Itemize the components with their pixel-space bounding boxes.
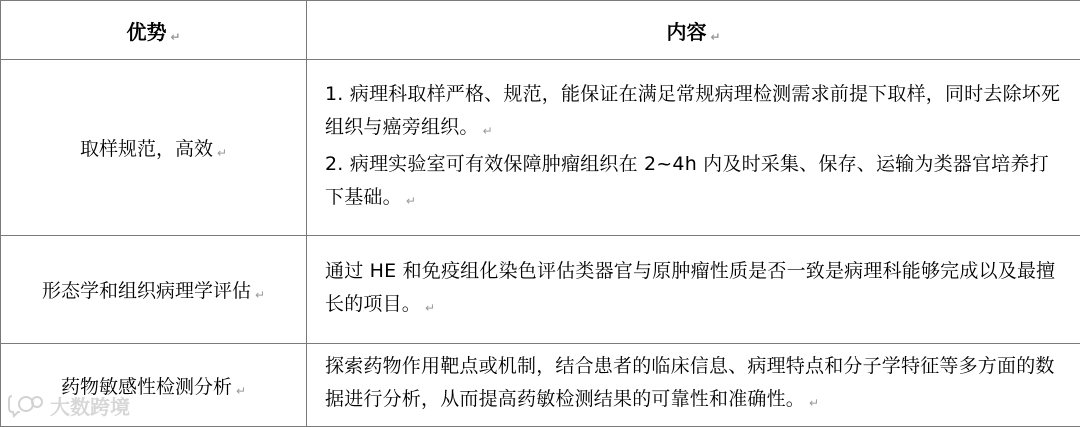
paragraph-mark: ↵ xyxy=(255,288,265,302)
content-cell xyxy=(307,344,1080,427)
advantage-cell: 药物敏感性检测分析 ↵ xyxy=(1,344,307,427)
watermark-text: 大数跨境 xyxy=(50,391,130,420)
paragraph-mark: ↵ xyxy=(236,384,246,398)
table-row xyxy=(1,60,1080,236)
table-row xyxy=(1,344,1080,427)
paragraph-mark: ↵ xyxy=(483,124,493,138)
header-row xyxy=(1,1,1080,60)
table-row xyxy=(1,236,1080,344)
header-advantage: 优势 ↵ xyxy=(1,1,307,60)
paragraph-mark: ↵ xyxy=(217,146,227,160)
advantage-cell: 取样规范，高效 ↵ xyxy=(1,60,307,236)
paragraph-mark: ↵ xyxy=(710,30,720,44)
content-paragraph: 2. 病理实验室可有效保障肿瘤组织在 2~4h 内及时采集、保存、运输为类器官培养打下基础。 ↵ xyxy=(325,148,1064,218)
paragraph-mark: ↵ xyxy=(809,396,819,410)
paragraph-mark: ↵ xyxy=(425,301,435,315)
content-paragraph: 通过 HE 和免疫组化染色评估类器官与原肿瘤性质是否一致是病理科能够完成以及最擅长的项目。 ↵ xyxy=(325,255,1064,325)
content-cell xyxy=(307,60,1080,236)
content-paragraph: 1. 病理科取样严格、规范，能保证在满足常规病理检测需求前提下取样，同时去除坏死组织与癌旁组织。 ↵ xyxy=(325,78,1064,148)
watermark xyxy=(6,390,130,420)
paragraph-mark: ↵ xyxy=(406,194,416,208)
chat-bubble-logo-icon xyxy=(6,392,46,418)
paragraph-mark: ↵ xyxy=(170,30,180,44)
advantage-cell: 形态学和组织病理学评估 ↵ xyxy=(1,236,307,344)
content-paragraph: 探索药物作用靶点或机制，结合患者的临床信息、病理特点和分子学特征等多方面的数据进行分析，从而提高药敏检测结果的可靠性和准确性。 ↵ xyxy=(325,350,1064,420)
content-cell xyxy=(307,236,1080,344)
header-content: 内容 ↵ xyxy=(307,1,1080,60)
